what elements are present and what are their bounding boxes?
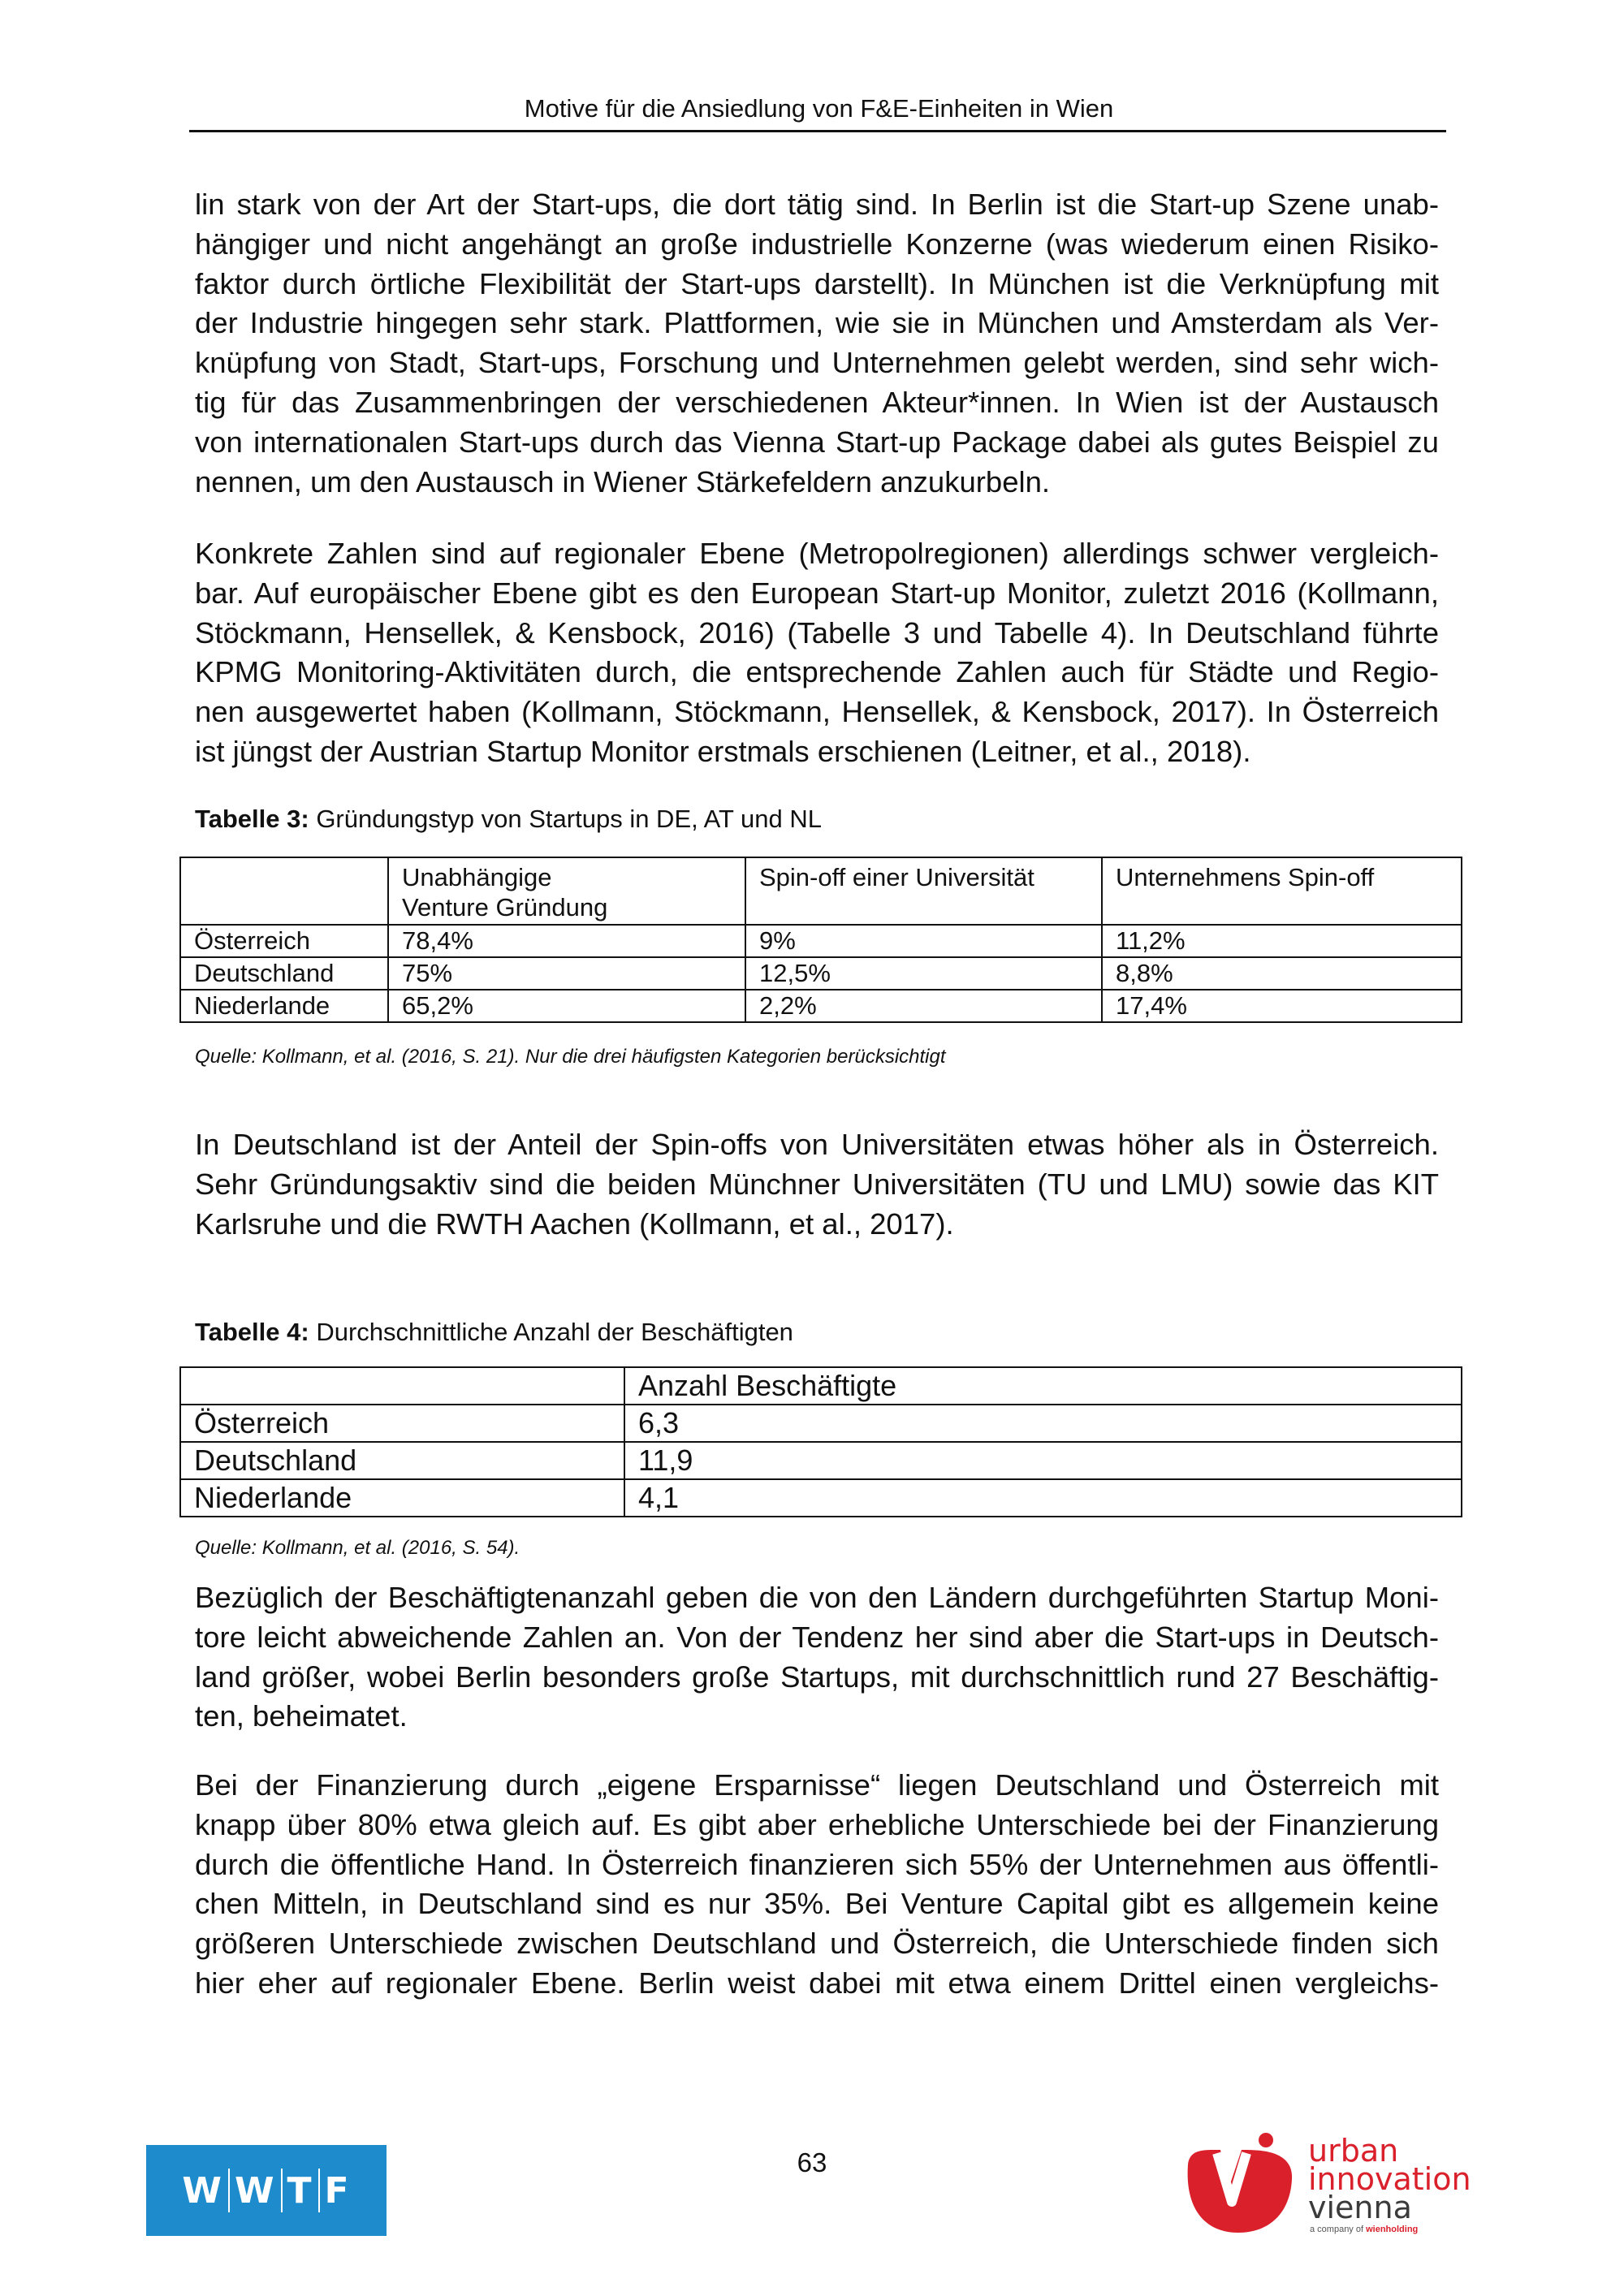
text-line: Karlsruhe und die RWTH Aachen (Kollmann, et al., 2017). [195, 1206, 954, 1241]
text-line: nen ausgewertet haben (Kollmann, Stöckmann, Hensellek, & Kensbock, 2017). In Österreich [195, 695, 1439, 729]
logo-divider [281, 2169, 283, 2212]
table-cell: 4,1 [624, 1479, 1462, 1517]
paragraph-employees [195, 1578, 1439, 1737]
text-line: durch die öffentliche Hand. In Österreich finanzieren sich 55% der Unternehmen aus öffentli- [195, 1847, 1439, 1881]
paragraph-financing [195, 1766, 1439, 2004]
uiv-subline [1310, 2225, 1418, 2234]
uiv-word-innovation: innovation [1308, 2161, 1471, 2197]
table-row [180, 957, 1462, 990]
table3-caption-text: Gründungstyp von Startups in DE, AT und NL [309, 805, 822, 833]
table-header-row [180, 1367, 1462, 1405]
table-cell: 8,8% [1102, 957, 1462, 990]
text-line: Bezüglich der Beschäftigtenanzahl geben die von den Ländern durchgeführten Startup Moni- [195, 1581, 1439, 1614]
table-cell: 11,2% [1102, 925, 1462, 957]
table-header-row [180, 857, 1462, 925]
table-row [180, 990, 1462, 1022]
header-cell: Anzahl Beschäftigte [624, 1367, 1462, 1405]
text-line: der Industrie hingegen sehr stark. Plattformen, wie sie in München und Amsterdam als Ver- [195, 306, 1439, 340]
wwtf-letter: W [182, 2169, 223, 2212]
text-line: In Deutschland ist der Anteil der Spin-offs von Universitäten etwas höher als in Österreich. [195, 1128, 1439, 1161]
text-line: hier eher auf regionaler Ebene. Berlin weist dabei mit etwa einem Drittel einen vergleichs- [195, 1966, 1439, 2000]
text-line: KPMG Monitoring-Aktivitäten durch, die entsprechende Zahlen auch für Städte und Regio- [195, 655, 1439, 689]
text-line: tore leicht abweichende Zahlen an. Von der Tendenz her sind aber die Start-ups in Deutsch- [195, 1620, 1439, 1654]
table4-employees [179, 1366, 1462, 1517]
table4-caption-text: Durchschnittliche Anzahl der Beschäftigten [309, 1318, 793, 1346]
text-line: größeren Unterschiede zwischen Deutschland und Österreich, die Unterschiede finden sich [195, 1927, 1439, 1961]
table-cell: 2,2% [745, 990, 1102, 1022]
table-cell: Deutschland [180, 957, 388, 990]
urban-innovation-vienna-logo [1181, 2132, 1474, 2262]
page-number: 63 [797, 2147, 827, 2177]
header-rule [189, 130, 1446, 132]
table-cell: 65,2% [388, 990, 745, 1022]
header-cell [180, 1367, 624, 1405]
table-cell: Österreich [180, 925, 388, 957]
text-line: ist jüngst der Austrian Startup Monitor erstmals erschienen (Leitner, et al., 2018). [195, 734, 1251, 768]
wwtf-letter: F [324, 2169, 351, 2212]
header-cell: Unternehmens Spin-off [1102, 857, 1462, 925]
text-line: chen Mitteln, in Deutschland sind es nur 35%. Bei Venture Capital gibt es allgemein keine [195, 1887, 1439, 1921]
table-cell: 12,5% [745, 957, 1102, 990]
uiv-sub-brand: wienholding [1366, 2225, 1419, 2234]
logo-divider [228, 2169, 230, 2212]
table-cell: Deutschland [180, 1442, 624, 1479]
table-cell: 9% [745, 925, 1102, 957]
uiv-wordmark [1308, 2133, 1471, 2225]
table3-source: Quelle: Kollmann, et al. (2016, S. 21). Nur die drei häufigsten Kategorien berücksichtigt [195, 1046, 946, 1068]
logo-divider [318, 2169, 320, 2212]
uiv-mark-icon [1181, 2132, 1295, 2238]
table4-source: Quelle: Kollmann, et al. (2016, S. 54). [195, 1537, 520, 1559]
paragraph-berlin-munich [195, 185, 1439, 502]
text-line: tig für das Zusammenbringen der verschiedenen Akteur*innen. In Wien ist der Austausch [195, 385, 1439, 419]
header-cell [180, 857, 388, 925]
table-cell: Niederlande [180, 990, 388, 1022]
uiv-word-vienna: vienna [1308, 2190, 1412, 2225]
table-row [180, 925, 1462, 957]
header-cell: Spin-off einer Universität [745, 857, 1102, 925]
text-line: Sehr Gründungsaktiv sind die beiden Münchner Universitäten (TU und LMU) sowie das KIT [195, 1167, 1439, 1201]
table-row [180, 1405, 1462, 1442]
text-line: faktor durch örtliche Flexibilität der Start-ups darstellt). In München ist die Verknüpfung mit [195, 266, 1439, 300]
table-cell: 75% [388, 957, 745, 990]
text-line: Stöckmann, Hensellek, & Kensbock, 2016) (Tabelle 3 und Tabelle 4). In Deutschland führte [195, 615, 1439, 650]
wwtf-letter: W [234, 2169, 276, 2212]
text-line: Konkrete Zahlen sind auf regionaler Ebene (Metropolregionen) allerdings schwer vergleich- [195, 537, 1439, 570]
text-line: knapp über 80% etwa gleich auf. Es gibt aber erhebliche Unterschiede bei der Finanzierung [195, 1807, 1439, 1841]
table-cell: 6,3 [624, 1405, 1462, 1442]
table-cell: 11,9 [624, 1442, 1462, 1479]
header-cell: Unabhängige Venture Gründung [388, 857, 745, 925]
text-line: bar. Auf europäischer Ebene gibt es den European Start-up Monitor, zuletzt 2016 (Kollmann, [195, 576, 1439, 610]
text-line: nennen, um den Austausch in Wiener Stärkefeldern anzukurbeln. [195, 464, 1051, 498]
table-cell: 17,4% [1102, 990, 1462, 1022]
table3-caption-label: Tabelle 3: [195, 805, 309, 833]
table-cell: 78,4% [388, 925, 745, 957]
table-row [180, 1479, 1462, 1517]
text-line: land größer, wobei Berlin besonders große Startups, mit durchschnittlich rund 27 Beschäftig- [195, 1659, 1439, 1694]
table3-caption [195, 805, 822, 834]
table-cell: Österreich [180, 1405, 624, 1442]
table4-caption-label: Tabelle 4: [195, 1318, 309, 1346]
wwtf-logo [146, 2145, 387, 2236]
paragraph-regional-numbers [195, 534, 1439, 772]
running-header-title: Motive für die Ansiedlung von F&E-Einheiten in Wien [524, 94, 1114, 123]
text-line: lin stark von der Art der Start-ups, die dort tätig sind. In Berlin ist die Start-up Szene unab- [195, 188, 1439, 221]
table3-founding-type [179, 857, 1462, 1023]
table4-caption [195, 1318, 793, 1347]
text-line: Bei der Finanzierung durch „eigene Ersparnisse“ liegen Deutschland und Österreich mit [195, 1768, 1439, 1802]
wwtf-letter: T [287, 2169, 313, 2212]
text-line: ten, beheimatet. [195, 1699, 408, 1733]
text-line: von internationalen Start-ups durch das Vienna Start-up Package dabei als gutes Beispiel zu [195, 425, 1439, 459]
table-cell: Niederlande [180, 1479, 624, 1517]
text-line: knüpfung von Stadt, Start-ups, Forschung und Unternehmen gelebt werden, sind sehr wich- [195, 346, 1439, 380]
uiv-sub-prefix: a company of [1310, 2225, 1367, 2234]
uiv-word-urban: urban [1308, 2133, 1399, 2169]
text-line: hängiger und nicht angehängt an große industrielle Konzerne (was wiederum einen Risiko- [195, 227, 1439, 261]
paragraph-spinoffs [195, 1125, 1439, 1244]
table-row [180, 1442, 1462, 1479]
